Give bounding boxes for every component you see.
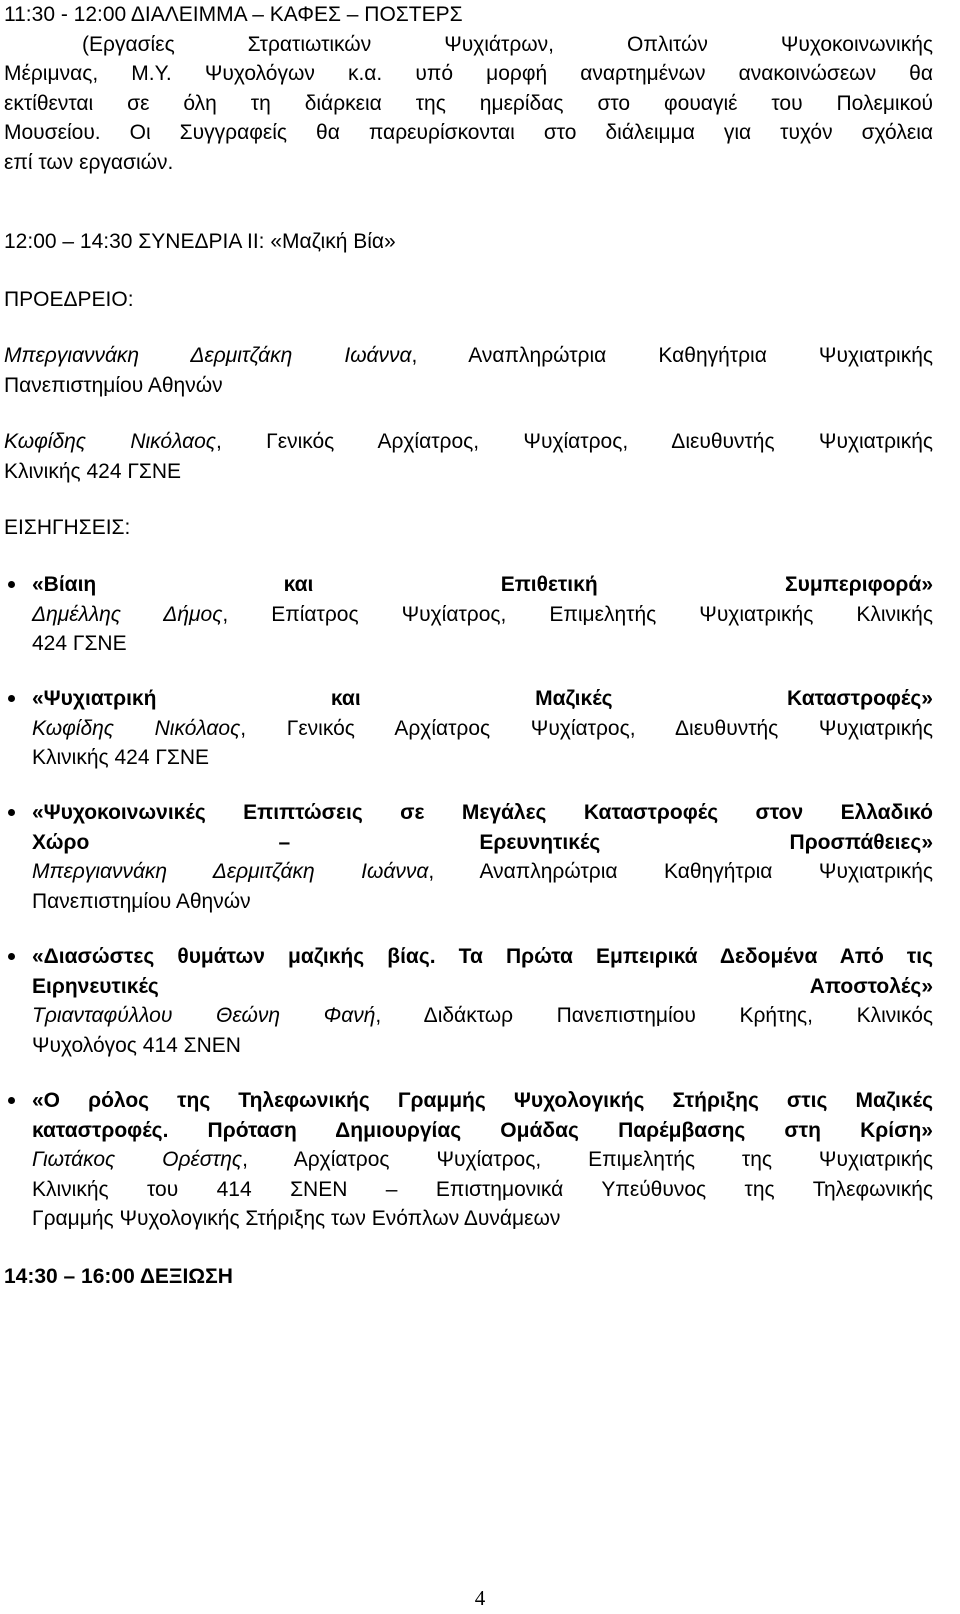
chair-role: , Αναπληρώτρια Καθηγήτρια Ψυχιατρικής: [411, 344, 933, 367]
talk-title: «Ψυχοκοινωνικές Επιπτώσεις σε Μεγάλες Καταστροφές στον Ελλαδικό: [32, 801, 933, 824]
talks-label: ΕΙΣΗΓΗΣΕΙΣ:: [4, 516, 131, 539]
talk-affiliation: , Επίατρος Ψυχίατρος, Επιμελητής Ψυχιατρικής Κλινικής: [222, 602, 933, 626]
talk-speaker-line: [32, 714, 933, 744]
talk-title: «Διασώστες θυμάτων μαζικής βίας. Τα Πρώτα Εμπειρικά Δεδομένα Από τις: [32, 945, 933, 968]
talk-affiliation-cont: Κλινικής του 414 ΣΝΕΝ – Επιστημονικά Υπεύθυνος της Τηλεφωνικής: [32, 1177, 933, 1201]
chair-role-cont: Πανεπιστημίου Αθηνών: [4, 373, 223, 397]
session-title: 12:00 – 14:30 ΣΥΝΕΔΡΙΑ ΙΙ: «Μαζική Βία»: [4, 230, 396, 253]
bullet-icon: [8, 809, 15, 816]
talk-affiliation-cont: Ψυχολόγος 414 ΣΝΕΝ: [32, 1033, 241, 1057]
talk-title: «Βίαιη και Επιθετική Συμπεριφορά»: [32, 573, 933, 596]
talk-affiliation: , Αναπληρώτρια Καθηγήτρια Ψυχιατρικής: [428, 860, 933, 883]
chair-entry: [4, 341, 933, 400]
chair-entry: [4, 427, 933, 486]
talk-title: καταστροφές. Πρόταση Δημιουργίας Ομάδας Παρέμβασης στη Κρίση»: [32, 1118, 933, 1142]
talk-affiliation-cont: 424 ΓΣΝΕ: [32, 632, 127, 655]
talk-affiliation-cont: Γραμμής Ψυχολογικής Στήριξης των Ενόπλων Δυνάμεων: [32, 1207, 561, 1230]
intro-line: Μέριμνας, Μ.Υ. Ψυχολόγων κ.α. υπό μορφή αναρτημένων ανακοινώσεων θα: [4, 62, 933, 85]
talk-title: Ειρηνευτικές Αποστολές»: [32, 974, 933, 998]
talk-text: [32, 1086, 933, 1234]
talk-speaker: Μπεργιαννάκη Δερμιτζάκη Ιωάννα: [32, 860, 429, 883]
chair-line: [4, 427, 933, 457]
intro-line: επί των εργασιών.: [4, 150, 174, 174]
intro-line: (Εργασίες Στρατιωτικών Ψυχιάτρων, Οπλιτών Ψυχοκοινωνικής: [82, 32, 933, 56]
intro-line: Μουσείου. Οι Συγγραφείς θα παρευρίσκονται στο διάλειμμα για τυχόν σχόλεια: [4, 121, 933, 144]
talk-speaker: Γιωτάκος Ορέστης: [32, 1148, 243, 1171]
bullet-icon: [8, 581, 15, 588]
chair-line: [4, 341, 933, 371]
chair-name: Κωφίδης Νικόλαος: [4, 430, 216, 453]
talk-title: «Ψυχιατρική και Μαζικές Καταστροφές»: [32, 687, 933, 710]
break-time-title: 11:30 - 12:00 ΔΙΑΛΕΙΜΜΑ – ΚΑΦΕΣ – ΠΟΣΤΕΡΣ: [4, 3, 463, 26]
talk-affiliation: , Γενικός Αρχίατρος Ψυχίατρος, Διευθυντής Ψυχιατρικής: [240, 716, 933, 740]
bullet-icon: [8, 695, 15, 702]
talk-text: [32, 942, 933, 1060]
talk-affiliation: , Διδάκτωρ Πανεπιστημίου Κρήτης, Κλινικός: [375, 1004, 933, 1027]
talk-speaker: Κωφίδης Νικόλαος: [32, 716, 241, 740]
chair-name: Μπεργιαννάκη Δερμιτζάκη Ιωάννα: [4, 344, 412, 367]
talk-text: [32, 798, 933, 916]
talk-speaker-line: [32, 1001, 933, 1031]
talk-affiliation: , Αρχίατρος Ψυχίατρος, Επιμελητής της Ψυχιατρικής: [242, 1148, 933, 1171]
talk-title: Χώρο – Ερευνητικές Προσπάθειες»: [32, 830, 933, 854]
reception-time: 14:30 – 16:00 ΔΕΞΙΩΣΗ: [4, 1265, 233, 1288]
talk-affiliation-cont: Πανεπιστημίου Αθηνών: [32, 889, 251, 913]
bullet-icon: [8, 953, 15, 960]
talk-speaker-line: [32, 857, 933, 887]
chair-role-cont: Κλινικής 424 ΓΣΝΕ: [4, 459, 182, 483]
talk-speaker-line: [32, 1145, 933, 1175]
talk-title: «Ο ρόλος της Τηλεφωνικής Γραμμής Ψυχολογικής Στήριξης στις Μαζικές: [32, 1089, 933, 1112]
intro-line: εκτίθενται σε όλη τη διάρκεια της ημερίδας στο φουαγιέ του Πολεμικού: [4, 91, 933, 115]
break-announcement: [4, 0, 933, 177]
chair-role: , Γενικός Αρχίατρος, Ψυχίατρος, Διευθυντής Ψυχιατρικής: [216, 430, 933, 453]
talk-speaker: Δημέλλης Δήμος: [32, 602, 223, 626]
talk-speaker-line: [32, 600, 933, 630]
bullet-icon: [8, 1097, 15, 1104]
presidium-label: ΠΡΟΕΔΡΕΙΟ:: [4, 288, 134, 311]
talk-affiliation-cont: Κλινικής 424 ΓΣΝΕ: [32, 746, 210, 769]
talk-speaker: Τριανταφύλλου Θεώνη Φανή: [32, 1004, 376, 1027]
page-number: 4: [474, 1586, 486, 1610]
talk-text: [32, 570, 933, 659]
talk-text: [32, 684, 933, 773]
